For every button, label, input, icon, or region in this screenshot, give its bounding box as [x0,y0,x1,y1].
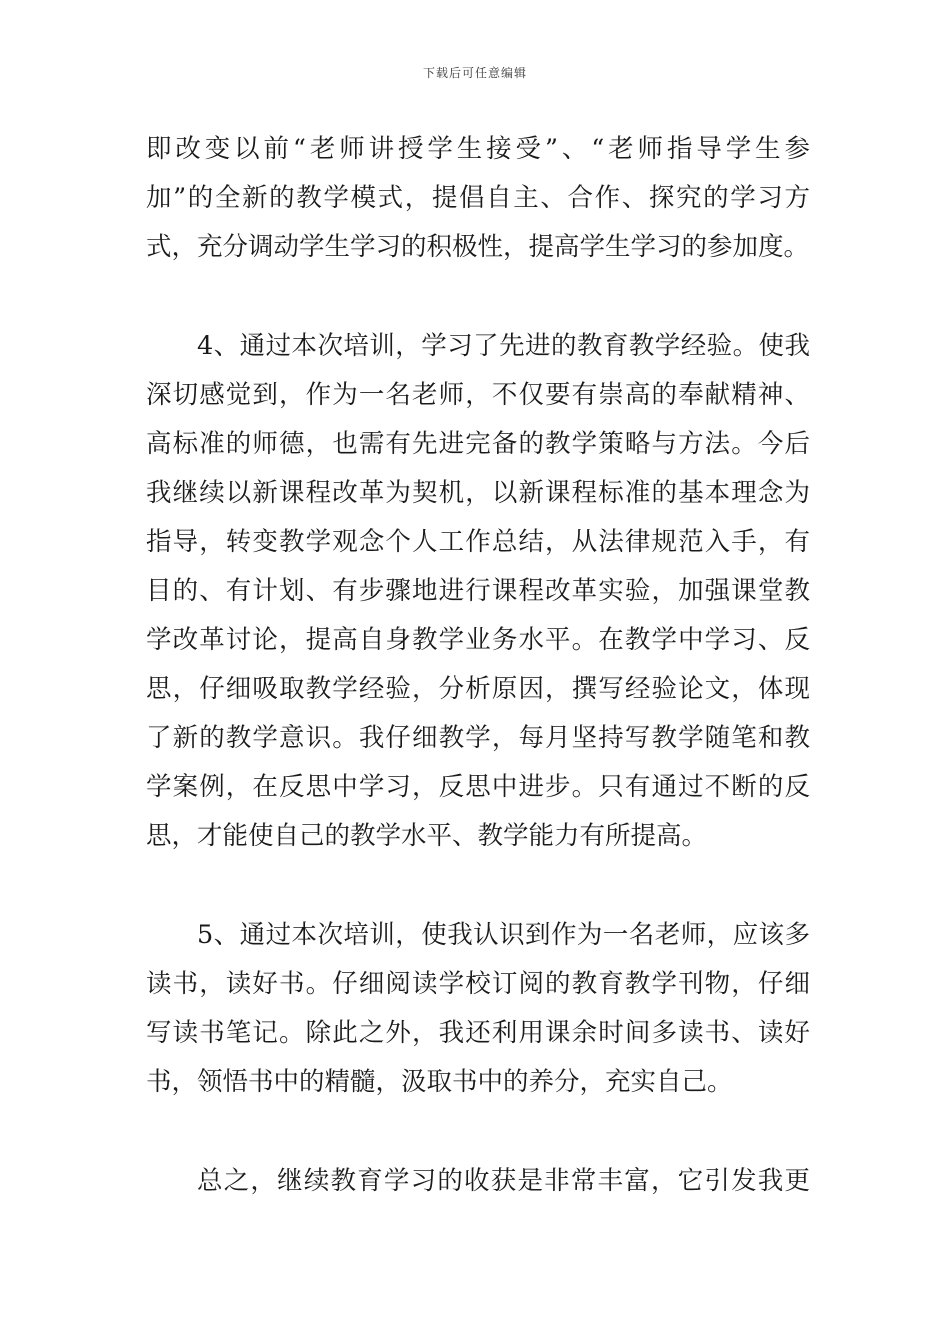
page-header-note: 下载后可任意编辑 [422,66,527,80]
paragraph-spacer [146,861,810,911]
paragraph-line: 目的、有计划、有步骤地进行课程改革实验，加强课堂教 [146,576,810,606]
paragraph-line: 写读书笔记。除此之外，我还利用课余时间多读书、读好 [146,1018,810,1048]
paragraph-line: 了新的教学意识。我仔细教学，每月坚持写教学随笔和教 [146,723,810,753]
paragraph-line: 书，领悟书中的精髓，汲取书中的养分，充实自己。 [146,1067,733,1097]
paragraph-item-4 [146,322,810,861]
paragraph-line: 高标准的师德，也需有先进完备的教学策略与方法。今后 [146,429,810,459]
paragraph-line: 加”的全新的教学模式，提倡自主、合作、探究的学习方 [146,183,810,213]
paragraph-item-5 [146,911,810,1107]
paragraph-line: 4、通过本次培训，学习了先进的教育教学经验。使我 [197,331,810,361]
paragraph-intro [146,125,810,272]
paragraph-line: 指导，转变教学观念个人工作总结，从法律规范入手，有 [146,527,810,557]
paragraph-line: 思，才能使自己的教学水平、教学能力有所提高。 [146,821,708,851]
paragraph-spacer [146,272,810,322]
paragraph-line: 学改革讨论，提高自身教学业务水平。在教学中学习、反 [146,625,810,655]
paragraph-line: 学案例，在反思中学习，反思中进步。只有通过不断的反 [146,772,810,802]
paragraph-line: 深切感觉到，作为一名老师，不仅要有崇高的奉献精神、 [146,380,810,410]
paragraph-line: 5、通过本次培训，使我认识到作为一名老师，应该多 [197,920,810,950]
paragraph-spacer [146,1107,810,1157]
paragraph-line: 总之，继续教育学习的收获是非常丰富，它引发我更 [197,1166,810,1196]
paragraph-line: 我继续以新课程改革为契机，以新课程标准的基本理念为 [146,478,810,508]
paragraph-line: 读书，读好书。仔细阅读学校订阅的教育教学刊物，仔细 [146,969,810,999]
document-body [146,125,810,1206]
paragraph-line: 即改变以前“老师讲授学生接受”、“老师指导学生参 [146,134,810,164]
paragraph-summary [146,1157,810,1206]
paragraph-line: 式，充分调动学生学习的积极性，提高学生学习的参加度。 [146,232,810,262]
paragraph-line: 思，仔细吸取教学经验，分析原因，撰写经验论文，体现 [146,674,810,704]
